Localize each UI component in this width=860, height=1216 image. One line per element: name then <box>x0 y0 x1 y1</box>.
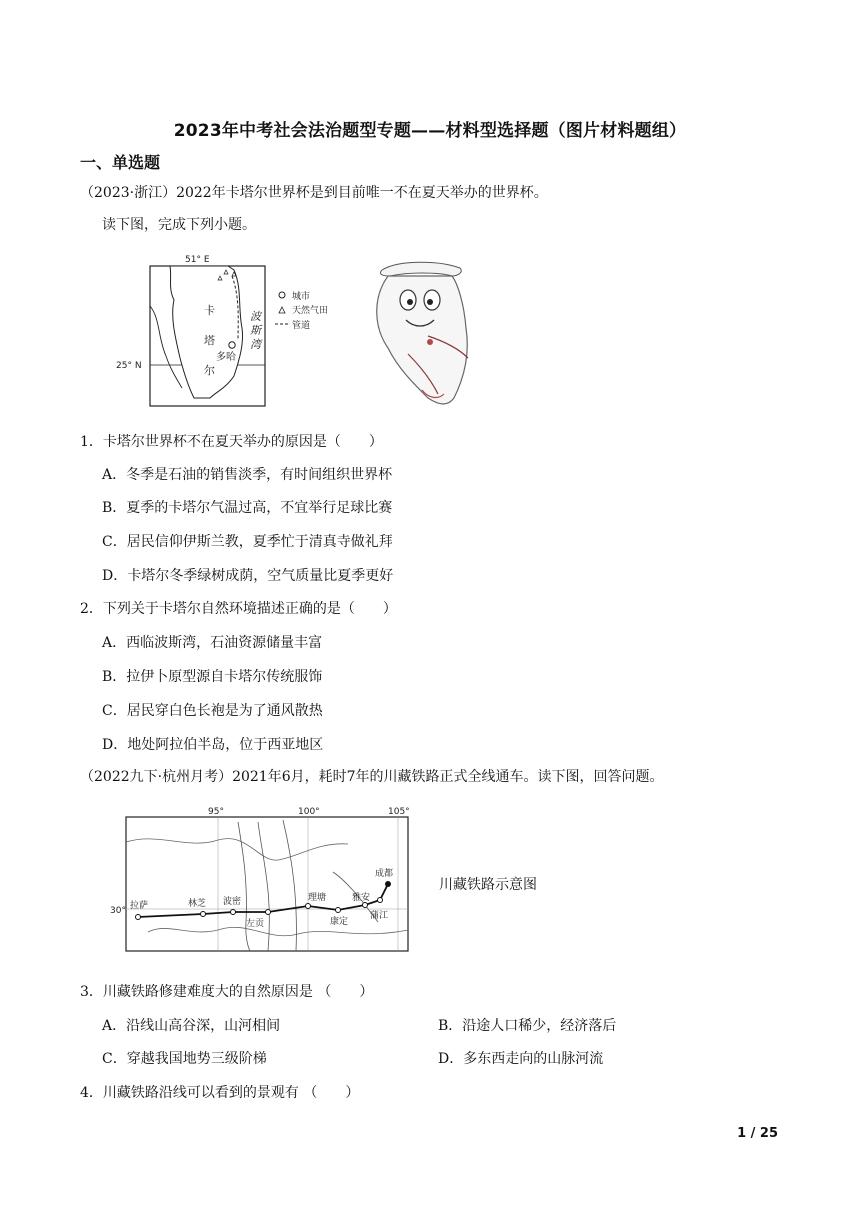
city-label-doha: 多哈 <box>216 352 236 363</box>
legend-city: 城市 <box>292 292 311 302</box>
station-litang: 理塘 <box>308 893 327 903</box>
station-bomi: 波密 <box>223 897 242 907</box>
question-2-option-c: C．居民穿白色长袍是为了通风散热 <box>102 703 323 719</box>
country-char-3: 尔 <box>204 364 215 377</box>
legend-gasfield: 天然气田 <box>292 306 329 316</box>
station-kangding: 康定 <box>330 917 349 927</box>
question-1-option-d: D．卡塔尔冬季绿树成荫，空气质量比夏季更好 <box>102 568 394 584</box>
lon-100: 100° <box>298 807 320 817</box>
question-1-option-c: C．居民信仰伊斯兰教，夏季忙于清真寺做礼拜 <box>102 534 393 550</box>
sea-char-3: 湾 <box>250 338 261 351</box>
question-3-option-d: D．多东西走向的山脉河流 <box>438 1051 604 1067</box>
mascot-illustration <box>368 258 480 410</box>
source-line-2: （2022九下·杭州月考）2021年6月，耗时7年的川藏铁路正式全线通车。读下图，回答问题。 <box>80 769 664 785</box>
station-lhasa: 拉萨 <box>130 901 149 911</box>
longitude-label: 51° E <box>185 255 210 265</box>
country-char-2: 塔 <box>204 334 215 347</box>
station-yaan: 雅安 <box>352 893 371 903</box>
question-3-stem: 3．川藏铁路修建难度大的自然原因是 （ ） <box>80 984 374 1000</box>
question-3-option-b: B．沿途人口稀少，经济落后 <box>438 1018 617 1034</box>
question-1-stem: 1．卡塔尔世界杯不在夏天举办的原因是（ ） <box>80 434 383 450</box>
lon-95: 95° <box>208 807 224 817</box>
instruction-line: 读下图，完成下列小题。 <box>102 217 256 233</box>
source-line-1: （2023·浙江）2022年卡塔尔世界杯是到目前唯一不在夏天举办的世界杯。 <box>80 185 548 201</box>
city-legend-icon <box>279 292 285 298</box>
lat-30: 30° <box>110 906 126 916</box>
gasfield-legend-icon <box>279 307 285 313</box>
page-title: 2023年中考社会法治题型专题——材料型选择题（图片材料题组） <box>173 121 687 141</box>
station-chengdu: 成都 <box>375 869 394 879</box>
station-pujiang: 蒲江 <box>370 911 389 921</box>
question-2-option-a: A．西临波斯湾，石油资源储量丰富 <box>102 635 323 651</box>
sea-char-1: 波 <box>250 310 261 323</box>
country-char-1: 卡 <box>204 304 215 317</box>
latitude-label: 25° N <box>116 361 142 371</box>
railway-map-caption: 川藏铁路示意图 <box>439 877 537 893</box>
page-number: 1 / 25 <box>737 1126 778 1141</box>
station-nyingchi: 林芝 <box>188 899 207 909</box>
sea-char-2: 斯 <box>250 324 261 337</box>
question-2-option-b: B．拉伊卜原型源自卡塔尔传统服饰 <box>102 669 323 685</box>
railway-map <box>108 802 410 954</box>
station-zuogong: 左贡 <box>246 919 265 929</box>
question-4-stem: 4．川藏铁路沿线可以看到的景观有 （ ） <box>80 1085 360 1101</box>
question-1-option-b: B．夏季的卡塔尔气温过高，不宜举行足球比赛 <box>102 500 393 516</box>
qatar-map <box>110 248 360 410</box>
section-heading: 一、单选题 <box>80 153 161 172</box>
question-3-option-a: A．沿线山高谷深，山河相间 <box>102 1018 281 1034</box>
question-3-option-c: C．穿越我国地势三级阶梯 <box>102 1051 267 1067</box>
question-1-option-a: A．冬季是石油的销售淡季，有时间组织世界杯 <box>102 467 393 483</box>
legend-pipeline: 管道 <box>292 321 311 331</box>
question-2-option-d: D．地处阿拉伯半岛，位于西亚地区 <box>102 737 324 753</box>
question-2-stem: 2．下列关于卡塔尔自然环境描述正确的是（ ） <box>80 601 397 617</box>
lon-105: 105° <box>388 807 410 817</box>
